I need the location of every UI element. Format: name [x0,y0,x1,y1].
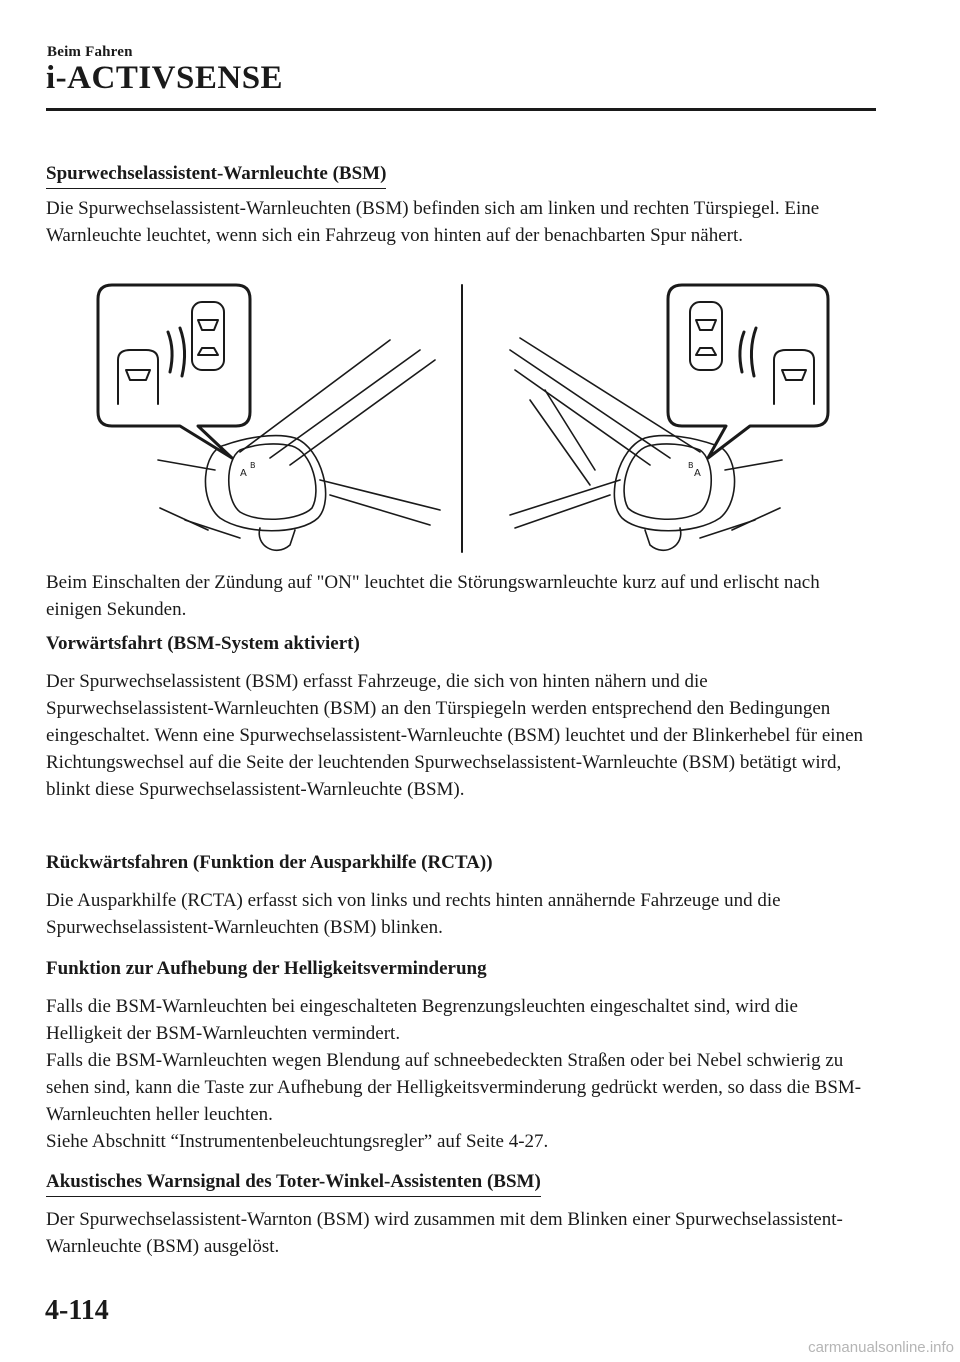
watermark: carmanualsonline.info [808,1339,954,1356]
heading-dimmer-cancel: Funktion zur Aufhebung der Helligkeitsverminderung [46,958,487,979]
bsm-warning-sound-section [46,1168,876,1260]
paragraph-ignition-check: Beim Einschalten der Zündung auf "ON" leuchtet die Störungswarnleuchte kurz auf und erlischt nach einigen Sekunden. [46,572,820,620]
paragraph-forward-driving: Der Spurwechselassistent (BSM) erfasst Fahrzeuge, die sich von hinten nähern und die Spurwechselassistent-Warnleuchten (BSM) an den Türspiegeln werden entsprechend den Bedingungen eingeschaltet. Wenn eine Spurwechselassistent-Warnleuchte (BSM) leuchtet und der Blinkerhebel für einen Richtungswechsel auf die Seite der leuchtenden Spurwechselassistent-Warnleuchte (BSM) betätigt wird, blinkt diese Spurwechselassistent-Warnleuchte (BSM). [46,671,864,800]
svg-text:B: B [250,461,256,470]
paragraph-reverse-driving: Die Ausparkhilfe (RCTA) erfasst sich von links und rechts hinten annähernde Fahrzeuge und die Spurwechselassistent-Warnleuchten (BSM) blinken. [46,890,781,938]
heading-forward-driving: Vorwärtsfahrt (BSM-System aktiviert) [46,633,360,654]
bsm-mirror-illustration [90,280,850,560]
left-callout [98,285,250,458]
paragraph-dimmer-ref: Siehe Abschnitt “Instrumentenbeleuchtungsregler” auf Seite 4-27. [46,1131,549,1152]
paragraph-dimmer-b: Falls die BSM-Warnleuchten wegen Blendung auf schneebedeckten Straßen oder bei Nebel schwierig zu sehen sind, kann die Taste zur Aufhebung der Helligkeitsverminderung gedrückt werden, so dass die BSM-Warnleuchten heller leuchten. [46,1050,862,1125]
paragraph-dimmer-a: Falls die BSM-Warnleuchten bei eingeschalteten Begrenzungsleuchten eingeschaltet sind, wird die Helligkeit der BSM-Warnleuchten vermindert. [46,996,798,1044]
header-rule [46,108,876,111]
svg-text:A: A [240,468,247,479]
svg-text:A: A [694,468,701,479]
reverse-driving-section [46,849,876,941]
heading-bsm-warning-sound: Akustisches Warnsignal des Toter-Winkel-Assistenten (BSM) [46,1168,541,1197]
svg-text:B: B [688,461,694,470]
bsm-warning-light-section [46,160,876,249]
chapter-title: i-ACTIVSENSE [46,60,284,96]
paragraph-bsm-warning-sound: Der Spurwechselassistent-Warnton (BSM) wird zusammen mit dem Blinken einer Spurwechselassistent-Warnleuchte (BSM) ausgelöst. [46,1209,843,1257]
heading-reverse-driving: Rückwärtsfahren (Funktion der Ausparkhilfe (RCTA)) [46,852,493,873]
section-label: Beim Fahren [47,44,133,60]
heading-bsm-warning-light: Spurwechselassistent-Warnleuchte (BSM) [46,160,386,189]
right-callout [668,285,828,458]
page-number: 4-114 [45,1295,109,1326]
paragraph-bsm-location: Die Spurwechselassistent-Warnleuchten (BSM) befinden sich am linken und rechten Türspiegel. Eine Warnleuchte leuchtet, wenn sich ein Fahrzeug von hinten auf der benachbarten Spur nähert. [46,198,820,246]
forward-driving-section [46,630,876,803]
dimmer-cancel-section [46,955,876,1155]
